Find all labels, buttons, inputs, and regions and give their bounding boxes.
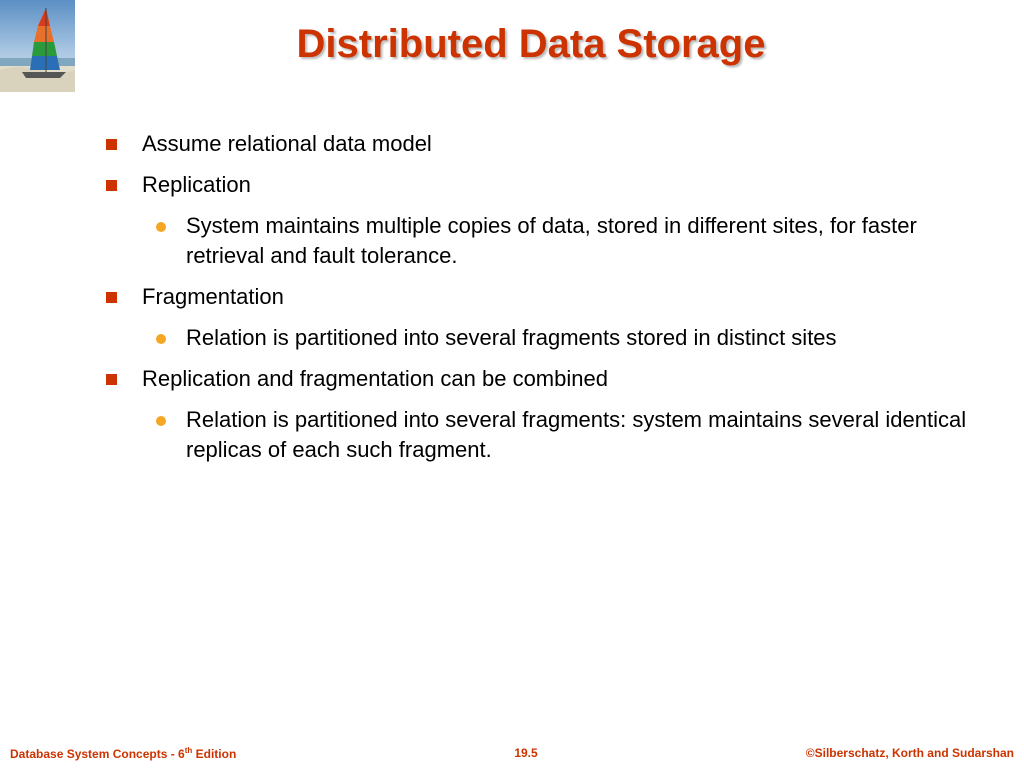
bullet-item	[106, 170, 986, 200]
square-bullet-icon	[106, 180, 117, 191]
square-bullet-icon	[106, 292, 117, 303]
footer-edition-superscript: th	[184, 746, 193, 755]
bullet-text: Fragmentation	[142, 284, 284, 309]
square-bullet-icon	[106, 139, 117, 150]
square-bullet-icon	[106, 374, 117, 385]
footer-edition-label: Edition	[192, 747, 237, 761]
slide-title: Distributed Data Storage	[296, 22, 766, 66]
footer-book-name: Database System Concepts - 6	[10, 747, 185, 761]
round-bullet-icon	[156, 222, 166, 232]
bullet-text: Replication	[142, 172, 251, 197]
bullet-item	[106, 282, 986, 312]
sub-bullet-item	[106, 405, 986, 465]
slide-number: 19.5	[514, 746, 538, 760]
footer-copyright: ©Silberschatz, Korth and Sudarshan	[805, 746, 1014, 760]
sub-bullet-item	[106, 211, 986, 271]
bullet-text: Replication and fragmentation can be combined	[142, 366, 608, 391]
sub-bullet-item	[106, 323, 986, 353]
round-bullet-icon	[156, 334, 166, 344]
sub-bullet-text: Relation is partitioned into several fragments: system maintains several identical replicas of each such fragment.	[186, 407, 967, 462]
bullet-list	[106, 129, 986, 476]
round-bullet-icon	[156, 416, 166, 426]
bullet-item	[106, 129, 986, 159]
bullet-text: Assume relational data model	[142, 131, 432, 156]
bullet-item	[106, 364, 986, 394]
sub-bullet-text: Relation is partitioned into several fragments stored in distinct sites	[186, 325, 837, 350]
sub-bullet-text: System maintains multiple copies of data, stored in different sites, for faster retrieval and fault tolerance.	[186, 213, 917, 268]
